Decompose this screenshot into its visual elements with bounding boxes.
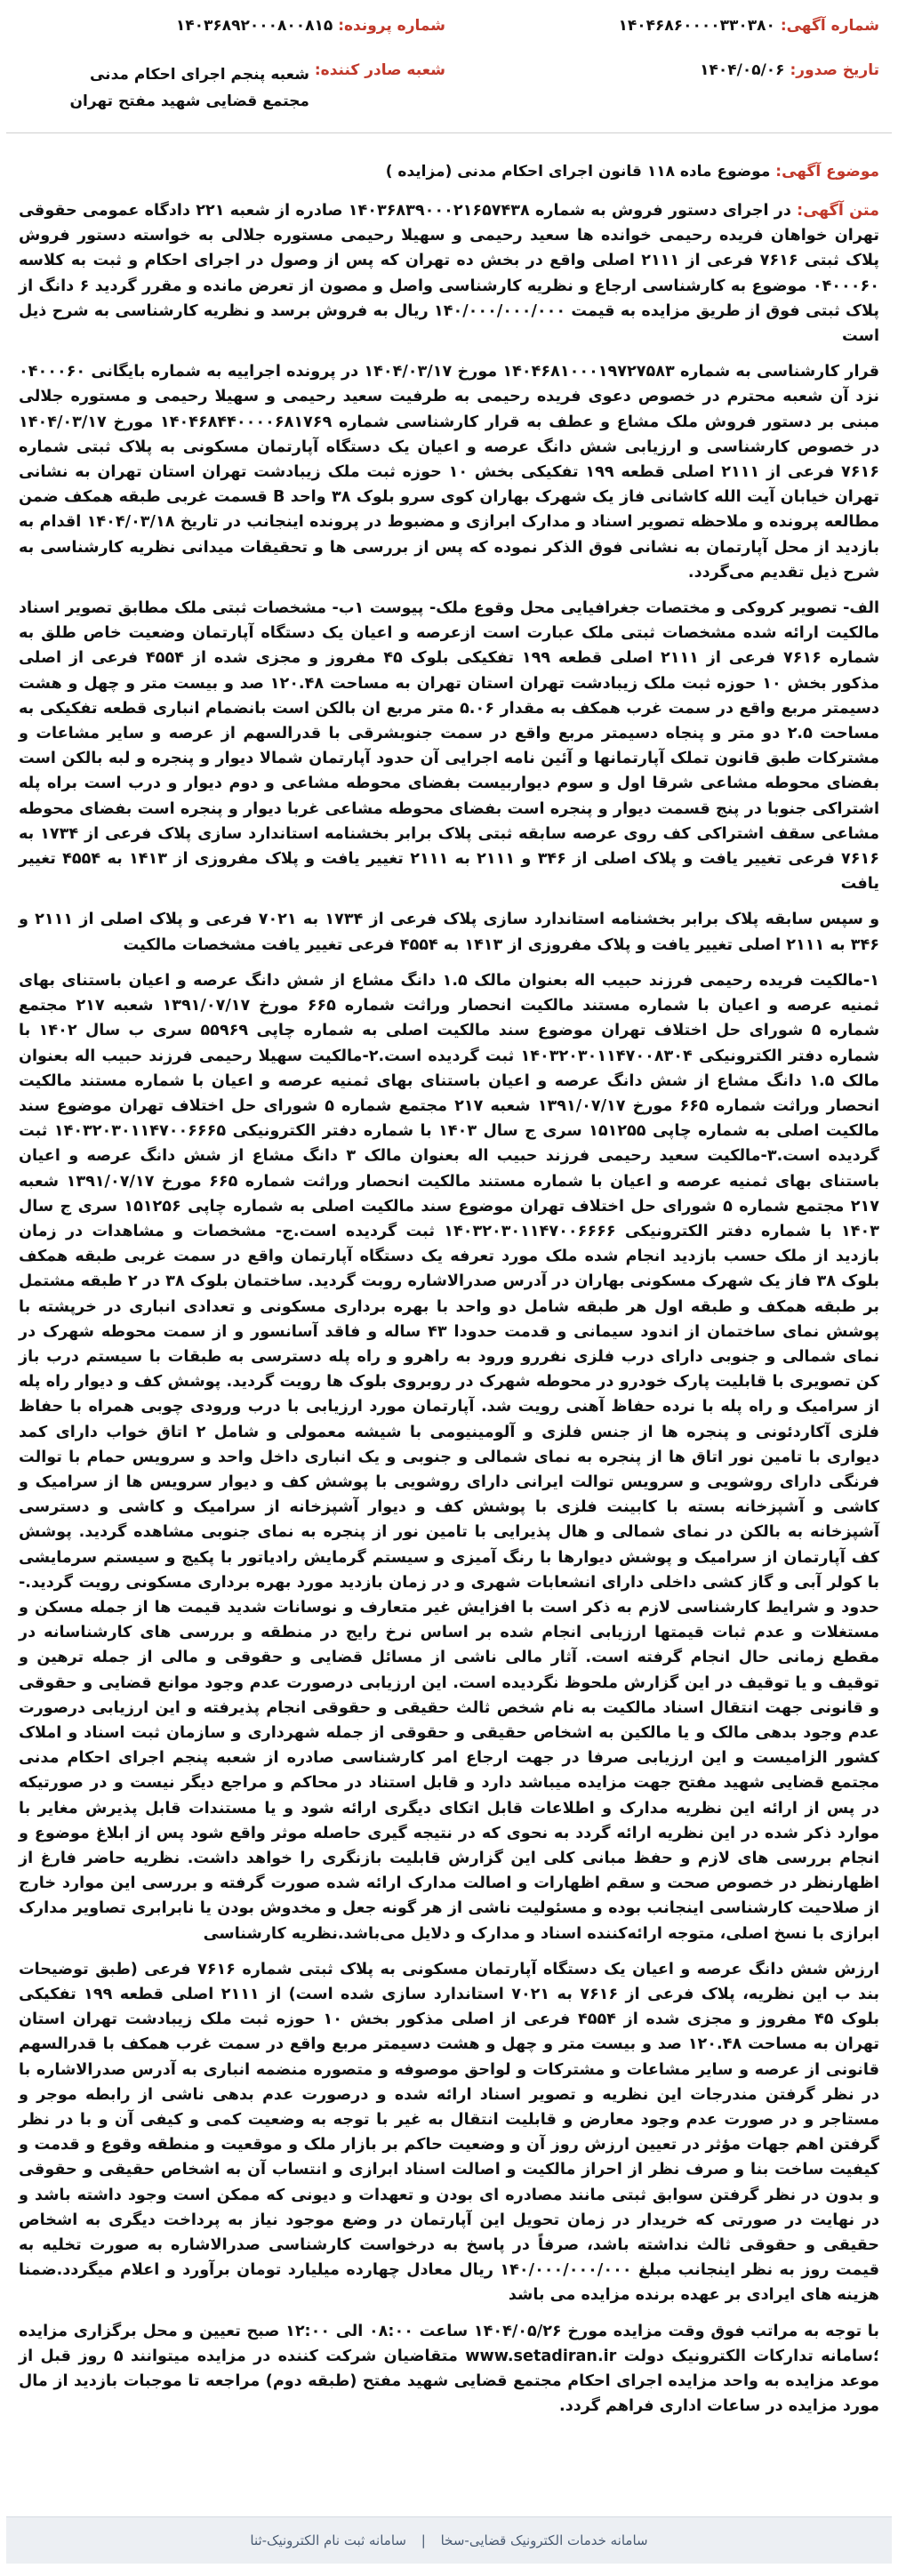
subject-line xyxy=(386,163,879,181)
ad-number: ۱۴۰۴۶۸۶۰۰۰۰۳۳۰۳۸۰ xyxy=(618,17,775,35)
footer-separator: | xyxy=(421,2532,426,2548)
body-paragraph-7: با توجه به مراتب فوق وقت مزایده مورخ ۱۴۰۴/۰۵/۲۶ ساعت ۰۸:۰۰ الی ۱۲:۰۰ صبح تعیین و محل برگزاری مزایده ؛سامانه تدارکات الکترونیک دولت www.setadiran.ir متقاضیان شرکت کننده در مزایده میتوانند ۵ روز قبل از موعد مزایده به واحد مزایده اجرای احکام مجتمع قضایی شهید مفتح (طبقه دوم) مراجعه تا موجبات بازدید از مال مورد مزایده در ساعات اداری فراهم گردد. xyxy=(19,2322,879,2416)
body-text-1: در اجرای دستور فروش به شماره ۱۴۰۳۶۸۳۹۰۰۰۲۱۶۵۷۴۳۸ صادره از شعبه ۲۲۱ دادگاه عمومی حقوقی تهران خواهان فریده رحیمی خوانده ها سعید رحیمی و سهیلا رحیمی مستوره جلالی به خواسته دستور فروش پلاک ثبتی ۷۶۱۶ فرعی از ۲۱۱۱ اصلی واقع در بخش ده تهران که پس از وصول در اجرای احکام و ثبت به کلاسه ۰۴۰۰۰۶۰ موضوع به کارشناسی ارجاع و نظریه کارشناسی واصل و مصون از تعرض مانده و مقرر گردید ۶ دانگ از پلاک ثبتی فوق از طریق مزایده به قیمت ۱۴۰/۰۰۰/۰۰۰/۰۰۰ ریال به فروش برسد و نظریه کارشناسی به شرح ذیل است xyxy=(19,202,879,346)
ad-number-label: شماره آگهی: xyxy=(780,17,879,35)
body-paragraph-2: قرار کارشناسی به شماره ۱۴۰۴۶۸۱۰۰۰۱۹۷۲۷۵۸۳ مورخ ۱۴۰۴/۰۳/۱۷ در پرونده اجراییه به شماره بایگانی ۰۴۰۰۰۶۰ نزد آن شعبه محترم در خصوص دعوی فریده رحیمی به طرفیت سعید رحیمی و سهیلا رحیمی و مستوره جلالی مبنی بر دستور فروش ملک مشاع و عطف به قرار کارشناسی شماره ۱۴۰۴۶۸۴۴۰۰۰۰۶۸۱۷۶۹ مورخ ۱۴۰۴/۰۳/۱۷ در خصوص کارشناسی و ارزیابی شش دانگ عرصه و اعیان یک دستگاه آپارتمان مسکونی به پلاک ثبتی شماره ۷۶۱۶ فرعی از ۲۱۱۱ اصلی قطعه ۱۹۹ تفکیکی بخش ۱۰ حوزه ثبت ملک زیبادشت تهران استان تهران به نشانی تهران خیابان آیت الله کاشانی فاز یک شهرک بهاران کوی سرو بلوک ۳۸ واحد B قسمت غربی طبقه همکف ضمن مطالعه پرونده و ملاحظه تصویر اسناد و مدارک ابرازی و مضبوط در پرونده اینجانب در تاریخ ۱۴۰۴/۰۳/۱۸ اقدام به بازدید از محل آپارتمان به نشانی فوق الذکر نموده که پس از بررسی ها و تحقیقات میدانی نظریه کارشناسی به شرح ذیل تقدیم می‌گردد. xyxy=(19,363,880,582)
case-number-block xyxy=(19,17,445,35)
issuer: شعبه پنجم اجرای احکام مدنی مجتمع قضایی شهید مفتح تهران xyxy=(69,66,309,110)
body-paragraph-4: و سپس سابقه پلاک برابر بخشنامه استاندارد سازی پلاک فرعی از ۱۷۳۴ به ۷۰۲۱ فرعی و پلاک اصلی از ۲۱۱۱ و ۳۴۶ به ۲۱۱۱ اصلی تغییر یافت و پلاک مفروزی از ۱۴۱۳ به ۴۵۵۴ فرعی تغییر یافت مشخصات مالکیت xyxy=(19,911,880,954)
document-header xyxy=(6,6,892,133)
issuer-label: شعبه صادر کننده: xyxy=(314,61,445,79)
subject-text: موضوع ماده ۱۱۸ قانون اجرای احکام مدنی (مزایده ) xyxy=(385,163,771,181)
body-paragraph-5: ۱-مالکیت فریده رحیمی فرزند حبیب اله بعنوان مالک ۱.۵ دانگ مشاع از شش دانگ عرصه و اعیان باستنای بهای ثمنیه عرصه و اعیان با شماره مستند مالکیت انحصار وراثت شماره ۶۶۵ مورخ ۱۳۹۱/۰۷/۱۷ شعبه ۲۱۷ مجتمع شماره ۵ شورای حل اختلاف تهران موضوع سند مالکیت اصلی به شماره چاپی ۵۵۹۶۹ سری ب سال ۱۴۰۲ با شماره دفتر الکترونیکی ۱۴۰۳۲۰۳۰۱۱۴۷۰۰۸۳۰۴ ثبت گردیده است.۲-مالکیت سهیلا رحیمی فرزند حبیب اله بعنوان مالک ۱.۵ دانگ مشاع از شش دانگ عرصه و اعیان باستنای بهای ثمنیه عرصه و اعیان با شماره مستند مالکیت انحصار وراثت شماره ۶۶۵ مورخ ۱۳۹۱/۰۷/۱۷ شعبه ۲۱۷ مجتمع شماره ۵ شورای حل اختلاف تهران موضوع سند مالکیت اصلی به شماره چاپی ۱۵۱۲۵۵ سری ج سال ۱۴۰۳ با شماره دفتر الکترونیکی ۱۴۰۳۲۰۳۰۱۱۴۷۰۰۶۶۶۵ ثبت گردیده است.۳-مالکیت سعید رحیمی فرزند حبیب اله بعنوان مالک ۳ دانگ مشاع از شش دانگ عرصه و اعیان باستنای بهای ثمنیه عرصه و اعیان با شماره مستند مالکیت انحصار وراثت شماره ۶۶۵ مورخ ۱۳۹۱/۰۷/۱۷ شعبه ۲۱۷ مجتمع شماره ۵ شورای حل اختلاف تهران موضوع سند مالکیت اصلی به شماره چاپی ۱۵۱۲۵۶ سری ج سال ۱۴۰۳ با شماره دفتر الکترونیکی ۱۴۰۳۲۰۳۰۱۱۴۷۰۰۶۶۶۶ ثبت گردیده است.ج- مشخصات و مشاهدات در زمان بازدید از ملک حسب بازدید انجام شده ملک مورد تعرفه یک دستگاه آپارتمان واقع در سمت غربی طبقه همکف بلوک ۳۸ فاز یک شهرک مسکونی بهاران در آدرس صدرالاشاره روبت گردید. ساختمان بلوک ۳۸ در ۲ طبقه مشتمل بر طبقه همکف و طبقه اول هر طبقه شامل دو واحد با بهره برداری مسکونی و تعدادی انباری در خرپشته با پوشش نمای ساختمان از اندود سیمانی و قدمت حدودا ۴۳ ساله و فاقد آسانسور و از سمت محوطه شهرک در نمای شمالی و جنوبی دارای درب فلزی نفررو ورود به راهرو و راه پله دسترسی به طبقات با سیستم درب باز کن تصویری با قابلیت پارک خودرو در محوطه شهرک در روبروی بلوک ها رویت گردید. پوشش کف و دیوار راه پله از سرامیک و راه پله با نرده حفاظ آهنی رویت شد. آپارتمان مورد ارزیابی با درب ورودی چوبی همراه با حفاظ فلزی آکاردئونی و پنجره ها از جنس فلزی و آلومینیومی با شیشه معمولی و شامل ۲ اتاق خواب دارای کمد دیواری با تامین نور اتاق ها از پنجره به نمای شمالی و جنوبی و یک انباری داخل واحد و سرویس حمام با توالت فرنگی دارای روشویی و سرویس توالت ایرانی دارای روشویی با پوشش کف و دیوار سرویس ها از سرامیک و کاشی و آشپزخانه بسته با کابینت فلزی با پوشش کف و دیوار آشپزخانه از سرامیک و کاشی و دسترسی آشپزخانه به بالکن در نمای شمالی و هال پذیرایی با تامین نور از پنجره به نمای جنوبی مشاهده گردید. پوشش کف آپارتمان از سرامیک و پوشش دیوارها با رنگ آمیزی و سیستم گرمایش رادیاتور با پکیج و سیستم سرمایشی با کولر آبی و گاز کشی داخلی دارای انشعابات شهری و در زمان بازدید مورد بهره برداری مسکونی رویت گردید.- حدود و شرایط کارشناسی لازم به ذکر است با افزایش غیر متعارف و نوسانات شدید قیمت ها از جمله مسکن و مستغلات و عدم ثبات قیمتها ارزیابی انجام شده بر اساس نرخ رایج در منطقه و بررسی های کارشناسانه در مقطع زمانی حال انجام گرفته است. آثار مالی ناشی از مسائل قضایی و حقوقی و مالی از جمله ترهین و توقیف و یا توقیف در این گزارش ملحوظ نگردیده است. این ارزیابی درصورت عدم وجود موانع قضایی و حقوقی و قانونی جهت انتقال اسناد مالکیت به نام شخص ثالث حقیقی و حقوقی انجام پذیرفته و این ارزیابی درصورت عدم وجود بدهی مالک و یا مالکین به اشخاص حقیقی و حقوقی از جمله شهرداری و سازمان ثبت اسناد و املاک کشور الزامیست و این ارزیابی صرفا در جهت ارجاع امر کارشناسی صادره از شعبه پنجم اجرای احکام مدنی مجتمع قضایی شهید مفتح جهت مزایده میباشد دارد و قابل استناد در محاکم و مراجع دیگر نیست و در صورتیکه در پس از ارائه این نظریه مدارک و اطلاعات قابل اتکای دیگری ارائه شود و یا مستندات قابل پذیرش مغایر با موارد ذکر شده در این نظریه ارائه گردد به نحوی که در نتیجه گیری حاصله موثر واقع شود پس از ابلاغ موضوع و انجام بررسی های لازم و حفظ مبانی کلی این گزارش قابلیت بازنگری را خواهد داشت. نظریه حاضر فارغ از اظهارنظر در خصوص صحت و سقم اظهارات و اصالت مدارک ارائه شده صورت گرفته و بررسی این موارد خارج از صلاحیت کارشناسی اینجانب بوده و مسئولیت ناشی از هر گونه جعل و مخدوش بودن یا نابرابری تصاویر مدارک ابرازی با نسخ اصلی، متوجه ارائه‌کننده اسناد و مدارک و دلایل می‌باشد.نظریه کارشناسی xyxy=(19,971,880,1943)
case-number: ۱۴۰۳۶۸۹۲۰۰۰۸۰۰۸۱۵ xyxy=(175,17,333,35)
issue-date-block xyxy=(453,61,879,79)
subject-label: موضوع آگهی: xyxy=(775,163,879,181)
footer-bar xyxy=(6,2516,892,2564)
body-paragraph-1 xyxy=(19,198,879,349)
ad-number-block xyxy=(453,17,879,35)
header-row-issue xyxy=(19,61,879,110)
issuer-block xyxy=(19,61,445,115)
body-paragraph-3: الف- تصویر کروکی و مختصات جغرافیایی محل وقوع ملک- پیوست ۱ب- مشخصات ثبتی ملک مطابق تصویر اسناد مالکیت ارائه شده مشخصات ثبتی ملک عبارت است ازعرصه و اعیان یک دستگاه آپارتمان وضعیت خاص طلق به شماره ۷۶۱۶ فرعی از ۲۱۱۱ اصلی قطعه ۱۹۹ تفکیکی بلوک ۴۵ مفروز و مجزی شده از ۴۵۵۴ فرعی از اصلی مذکور بخش ۱۰ حوزه ثبت ملک زیبادشت تهران استان تهران به مساحت ۱۲۰.۴۸ صد و بیست متر و چهل و هشت دسیمتر مربع واقع در سمت غرب همکف به مقدار ۵.۰۶ متر مربع ان بالکن است بانضمام انباری قطعه تفکیکی به مساحت ۲.۵ دو متر و پنجاه دسیمتر مربع واقع در سمت جنوبشرقی با قدرالسهم از عرصه و سایر مشاعات و مشترکات طبق قانون تملک آپارتمانها و آئین نامه اجرایی آن حدود آپارتمان شمالا دیوار و پنجره و لبه بالکن است بفضای محوطه مشاعی شرقا اول و سوم دیواربیست بفضای محوطه مشاعی و دوم دیوار و درب است براه پله اشتراکی جنوبا در پنج قسمت دیوار و پنجره است بفضای محوطه مشاعی غربا دیوار و پنجره است بفضای محوطه مشاعی سقف اشتراکی کف روی عرصه سابقه ثبتی پلاک برابر بخشنامه استاندارد سازی پلاک فرعی از ۱۷۳۴ به ۷۶۱۶ فرعی تغییر یافت و پلاک اصلی از ۳۴۶ و ۲۱۱۱ به ۲۱۱۱ تغییر یافت و پلاک مفروزی از ۱۴۱۳ به ۴۵۵۴ تغییر یافت xyxy=(19,599,880,894)
case-number-label: شماره پرونده: xyxy=(338,17,445,35)
issue-date: ۱۴۰۴/۰۵/۰۶ xyxy=(700,61,785,79)
header-row-numbers xyxy=(19,17,879,47)
footer-link-sana[interactable]: سامانه ثبت نام الکترونیک-ثنا xyxy=(250,2532,406,2548)
footer-link-sakha[interactable]: سامانه خدمات الکترونیک قضایی-سخا xyxy=(440,2532,648,2548)
ad-body xyxy=(19,198,879,2429)
body-label: متن آگهی: xyxy=(797,202,879,220)
body-paragraph-6: ارزش شش دانگ عرصه و اعیان یک دستگاه آپارتمان مسکونی به پلاک ثبتی شماره ۷۶۱۶ فرعی (طبق توضیحات بند ب این نظریه، پلاک فرعی از ۷۶۱۶ به ۷۰۲۱ استاندارد سازی شده است) از ۲۱۱۱ اصلی قطعه ۱۹۹ تفکیکی بلوک ۴۵ مفروز و مجزی شده از ۴۵۵۴ فرعی از اصلی مذکور بخش ۱۰ حوزه ثبت ملک زیبادشت تهران استان تهران به مساحت ۱۲۰.۴۸ صد و بیست متر و چهل و هشت دسیمتر مربع واقع در سمت غرب همکف با قدرالسهم قانونی از عرصه و سایر مشاعات و مشترکات و لواحق موصوفه و متصوره منضمه انباری به آدرس صدرالاشاره با در نظر گرفتن مندرجات این نظریه و تصویر اسناد ارائه شده و درصورت عدم بدهی ناشی از رابطه موجر و مستاجر و در صورت عدم وجود معارض و قابلیت انتقال به غیر با توجه به وضعیت کمی و کیفی آن و با در نظر گرفتن اهم جهات مؤثر در تعیین ارزش روز آن و وضعیت حاکم بر بازار ملک و موقعیت و منطقه وقوع و قدمت و کیفیت ساخت بنا و صرف نظر از احراز مالکیت و اصالت اسناد ابرازی و انتساب آن به اشخاص حقیقی و حقوقی و بدون در نظر گرفتن سوابق ثبتی مانند مصادره ای بودن و تعهدات و دیونی که ممکن است وجود داشته باشد و در نهایت در صورتی که خریدار در زمان تحویل این آپارتمان در وضع موجود نیاز به پرداخت دیگری به اشخاص حقیقی و حقوقی ثالث نداشته باشد، صرفاً در پاسخ به درخواست کارشناسی صدرالاشاره به صورت تخلیه به قیمت روز به نظر اینجانب مبلغ ۱۴۰/۰۰۰/۰۰۰/۰۰۰ ریال معادل چهارده میلیارد تومان برآورد و اعلام میگردد.ضمنا هزینه های ایرادی بر عهده برنده مزایده می باشد xyxy=(19,1960,880,2305)
issue-date-label: تاریخ صدور: xyxy=(790,61,879,79)
document-page xyxy=(6,6,892,2564)
